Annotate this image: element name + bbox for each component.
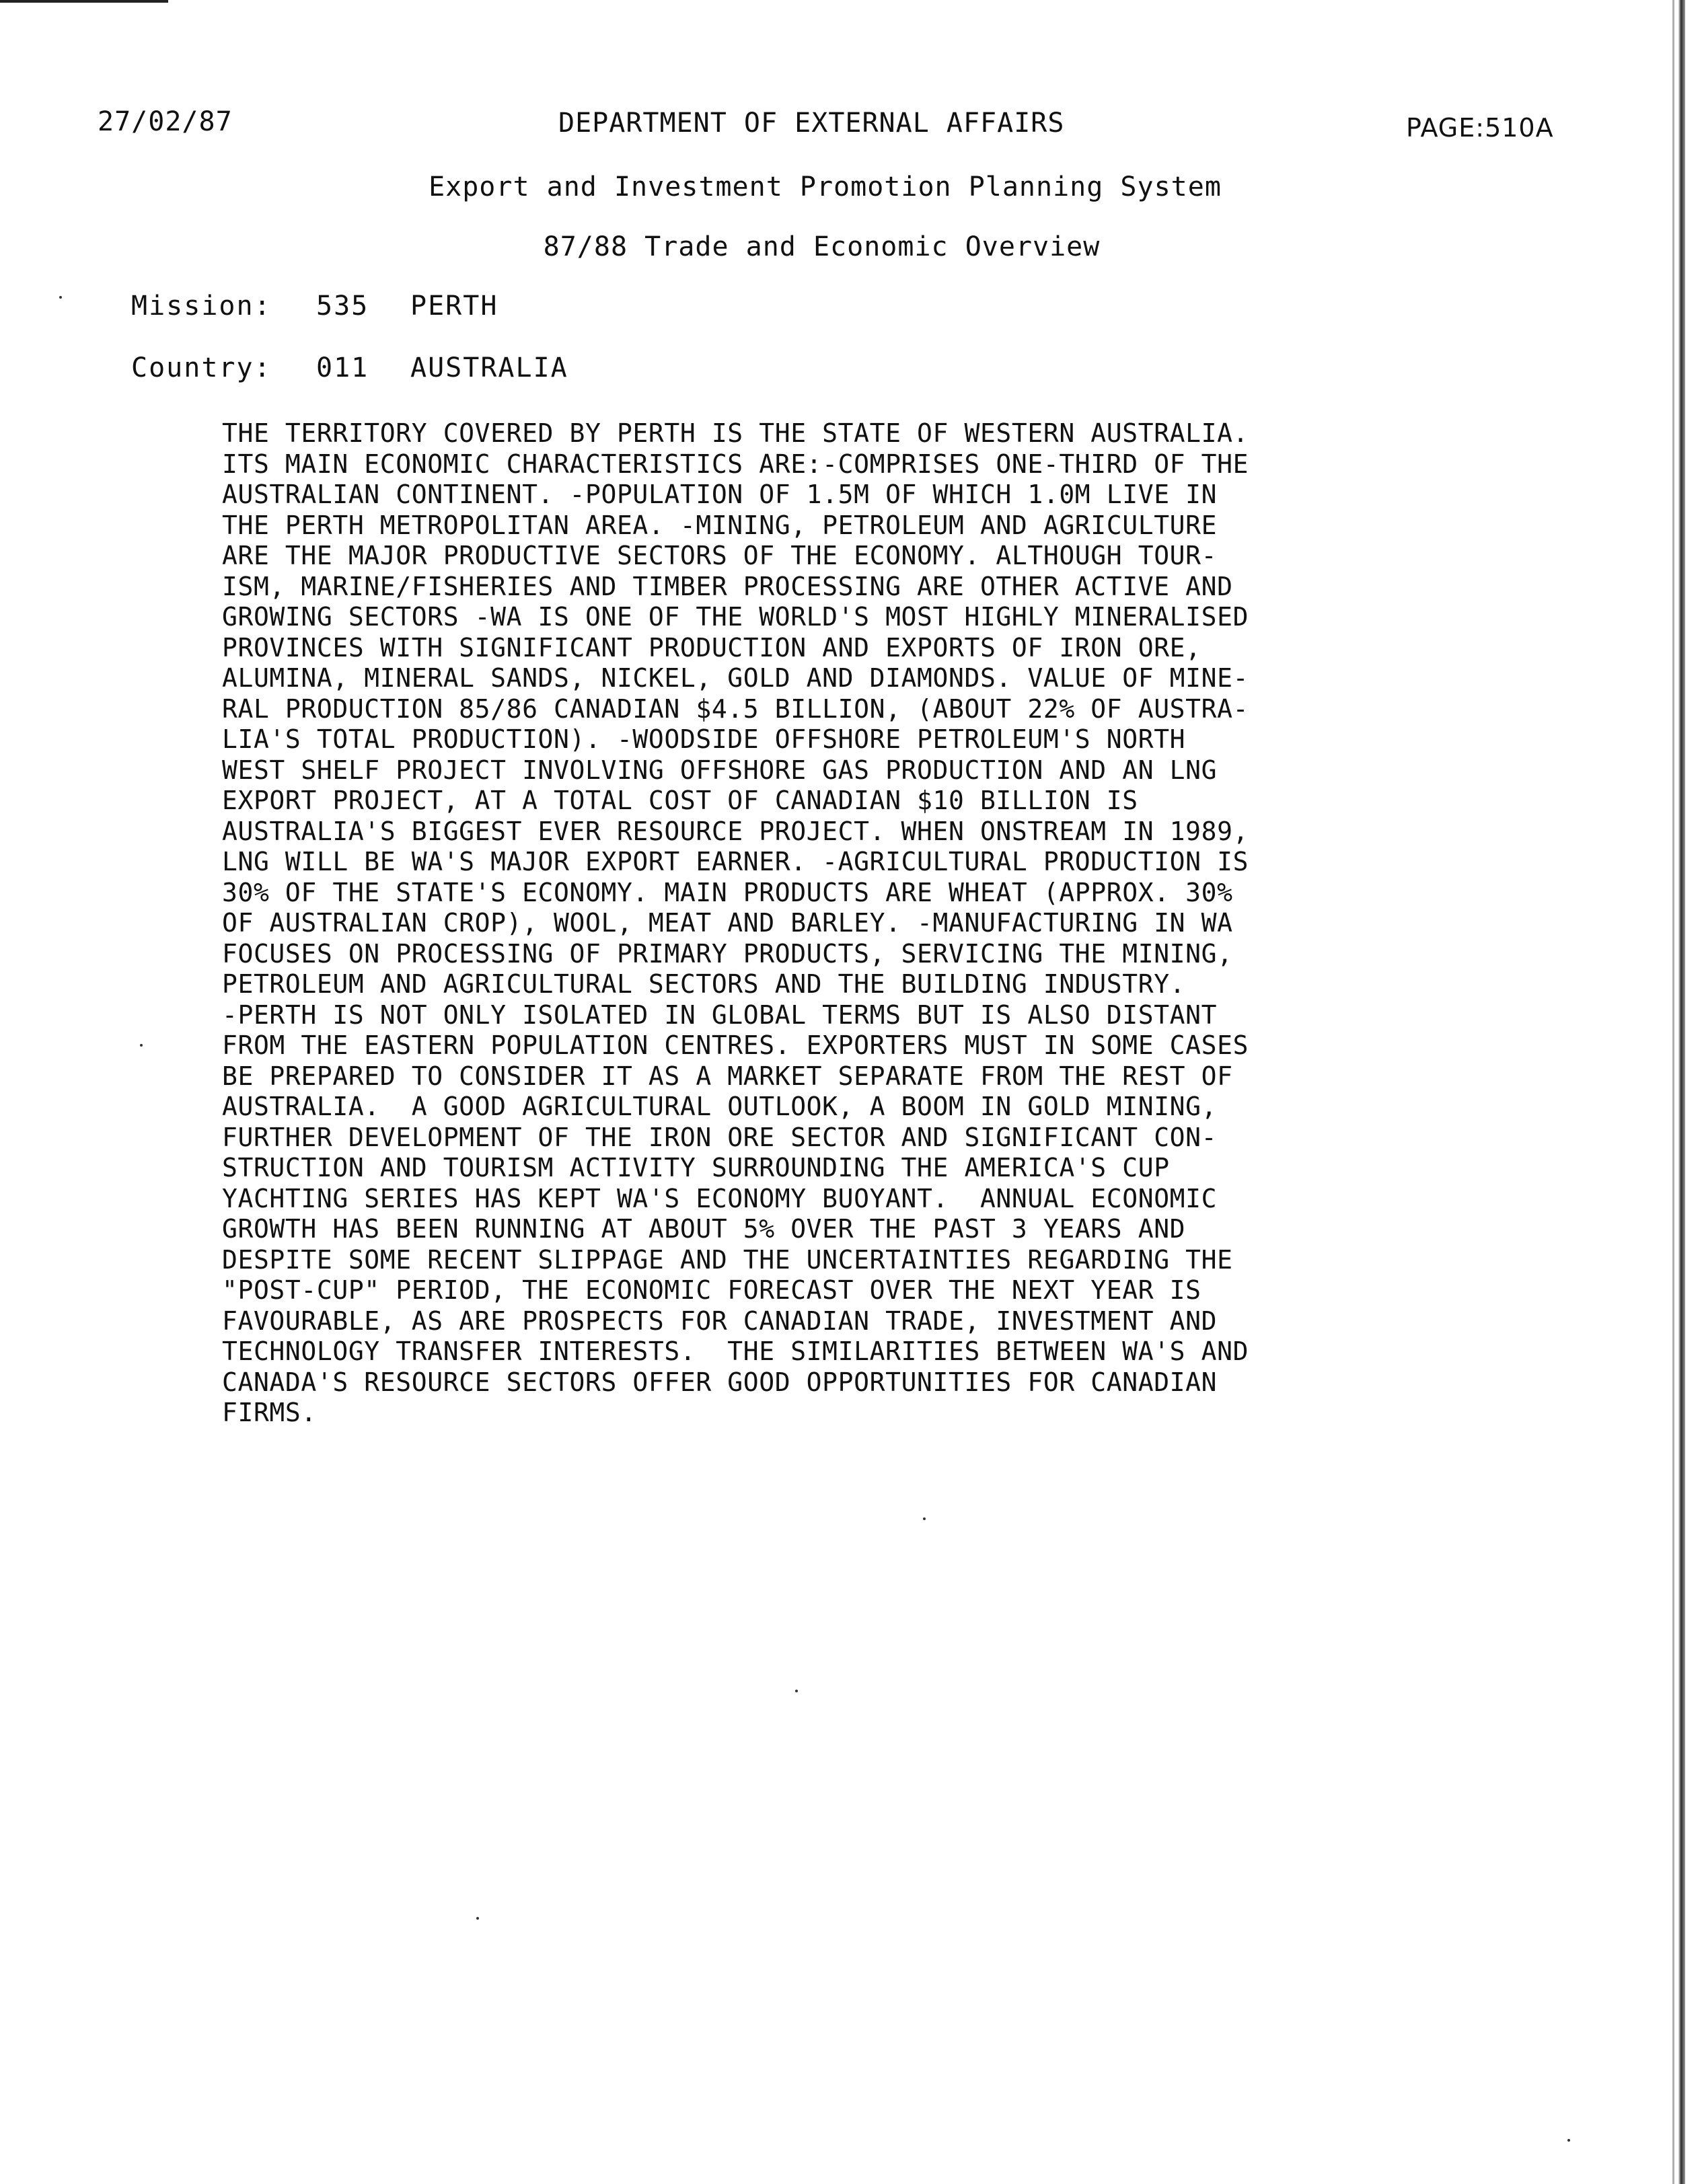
country-code: 011 — [316, 352, 369, 383]
body-line: GROWING SECTORS -WA IS ONE OF THE WORLD'S MOST HIGHLY MINERALISED — [222, 602, 1249, 632]
body-line: ARE THE MAJOR PRODUCTIVE SECTORS OF THE ECONOMY. ALTHOUGH TOUR- — [222, 541, 1218, 570]
body-line: ITS MAIN ECONOMIC CHARACTERISTICS ARE:-COMPRISES ONE-THIRD OF THE — [222, 449, 1249, 479]
overview-title: 87/88 Trade and Economic Overview — [543, 231, 1101, 262]
mission-code: 535 — [316, 291, 369, 322]
body-line: FURTHER DEVELOPMENT OF THE IRON ORE SECTOR AND SIGNIFICANT CON- — [222, 1122, 1218, 1152]
body-line: FOCUSES ON PROCESSING OF PRIMARY PRODUCTS, SERVICING THE MINING, — [222, 938, 1233, 969]
scan-speck — [476, 1917, 479, 1920]
mission-name: PERTH — [410, 291, 498, 322]
scan-edge-right — [1678, 0, 1685, 2184]
body-line: LIA'S TOTAL PRODUCTION). -WOODSIDE OFFSHORE PETROLEUM'S NORTH — [222, 724, 1186, 754]
body-line: FROM THE EASTERN POPULATION CENTRES. EXPORTERS MUST IN SOME CASES — [222, 1030, 1249, 1060]
body-line: WEST SHELF PROJECT INVOLVING OFFSHORE GAS PRODUCTION AND AN LNG — [222, 755, 1218, 785]
body-line: AUSTRALIA. A GOOD AGRICULTURAL OUTLOOK, A BOOM IN GOLD MINING, — [222, 1092, 1218, 1121]
country-label: Country: — [131, 352, 272, 383]
body-line: OF AUSTRALIAN CROP), WOOL, MEAT AND BARLEY. -MANUFACTURING IN WA — [222, 908, 1233, 938]
scan-speck — [140, 1044, 143, 1047]
body-line: LNG WILL BE WA'S MAJOR EXPORT EARNER. -AGRICULTURAL PRODUCTION IS — [222, 847, 1249, 876]
body-line: ISM, MARINE/FISHERIES AND TIMBER PROCESSING ARE OTHER ACTIVE AND — [222, 571, 1233, 601]
body-line: -PERTH IS NOT ONLY ISOLATED IN GLOBAL TERMS BUT IS ALSO DISTANT — [222, 1000, 1218, 1030]
body-line: TECHNOLOGY TRANSFER INTERESTS. THE SIMILARITIES BETWEEN WA'S AND — [222, 1336, 1249, 1366]
country-row — [131, 352, 568, 383]
system-title: Export and Investment Promotion Planning System — [429, 172, 1222, 202]
body-line: GROWTH HAS BEEN RUNNING AT ABOUT 5% OVER THE PAST 3 YEARS AND — [222, 1214, 1186, 1244]
page-header — [0, 106, 1704, 147]
overview-body-text — [222, 418, 1662, 1429]
body-line: DESPITE SOME RECENT SLIPPAGE AND THE UNCERTAINTIES REGARDING THE — [222, 1244, 1233, 1275]
body-line: BE PREPARED TO CONSIDER IT AS A MARKET SEPARATE FROM THE REST OF — [222, 1061, 1233, 1091]
scan-edge-top — [0, 0, 168, 3]
body-line: THE PERTH METROPOLITAN AREA. -MINING, PETROLEUM AND AGRICULTURE — [222, 510, 1218, 540]
body-line: EXPORT PROJECT, AT A TOTAL COST OF CANADIAN $10 BILLION IS — [222, 786, 1138, 815]
body-line: FAVOURABLE, AS ARE PROSPECTS FOR CANADIAN TRADE, INVESTMENT AND — [222, 1306, 1218, 1336]
body-line: RAL PRODUCTION 85/86 CANADIAN $4.5 BILLION, (ABOUT 22% OF AUSTRA- — [222, 693, 1249, 724]
scan-speck — [59, 296, 62, 299]
body-line: PETROLEUM AND AGRICULTURAL SECTORS AND THE BUILDING INDUSTRY. — [222, 969, 1186, 999]
body-line: YACHTING SERIES HAS KEPT WA'S ECONOMY BUOYANT. ANNUAL ECONOMIC — [222, 1183, 1218, 1213]
body-line: AUSTRALIA'S BIGGEST EVER RESOURCE PROJECT. WHEN ONSTREAM IN 1989, — [222, 816, 1249, 846]
scan-speck — [923, 1517, 926, 1520]
body-line: CANADA'S RESOURCE SECTORS OFFER GOOD OPPORTUNITIES FOR CANADIAN — [222, 1367, 1218, 1397]
body-line: AUSTRALIAN CONTINENT. -POPULATION OF 1.5M OF WHICH 1.0M LIVE IN — [222, 480, 1218, 509]
scan-edge-shadow — [1672, 0, 1674, 2184]
page-number: PAGE:510A — [1406, 113, 1554, 143]
body-line: PROVINCES WITH SIGNIFICANT PRODUCTION AND EXPORTS OF IRON ORE, — [222, 632, 1201, 663]
body-line: THE TERRITORY COVERED BY PERTH IS THE STATE OF WESTERN AUSTRALIA. — [222, 418, 1249, 448]
scan-speck — [1567, 2139, 1570, 2142]
scan-speck — [795, 1690, 798, 1692]
body-line: ALUMINA, MINERAL SANDS, NICKEL, GOLD AND DIAMONDS. VALUE OF MINE- — [222, 663, 1249, 693]
mission-label: Mission: — [131, 291, 272, 322]
body-line: STRUCTION AND TOURISM ACTIVITY SURROUNDING THE AMERICA'S CUP — [222, 1153, 1170, 1182]
body-line: 30% OF THE STATE'S ECONOMY. MAIN PRODUCTS ARE WHEAT (APPROX. 30% — [222, 877, 1233, 907]
body-line: FIRMS. — [222, 1398, 317, 1427]
country-name: AUSTRALIA — [410, 352, 568, 383]
body-line: "POST-CUP" PERIOD, THE ECONOMIC FORECAST OVER THE NEXT YEAR IS — [222, 1275, 1201, 1305]
mission-row — [131, 291, 498, 322]
department-title: DEPARTMENT OF EXTERNAL AFFAIRS — [558, 108, 1065, 139]
document-date: 27/02/87 — [98, 106, 233, 137]
